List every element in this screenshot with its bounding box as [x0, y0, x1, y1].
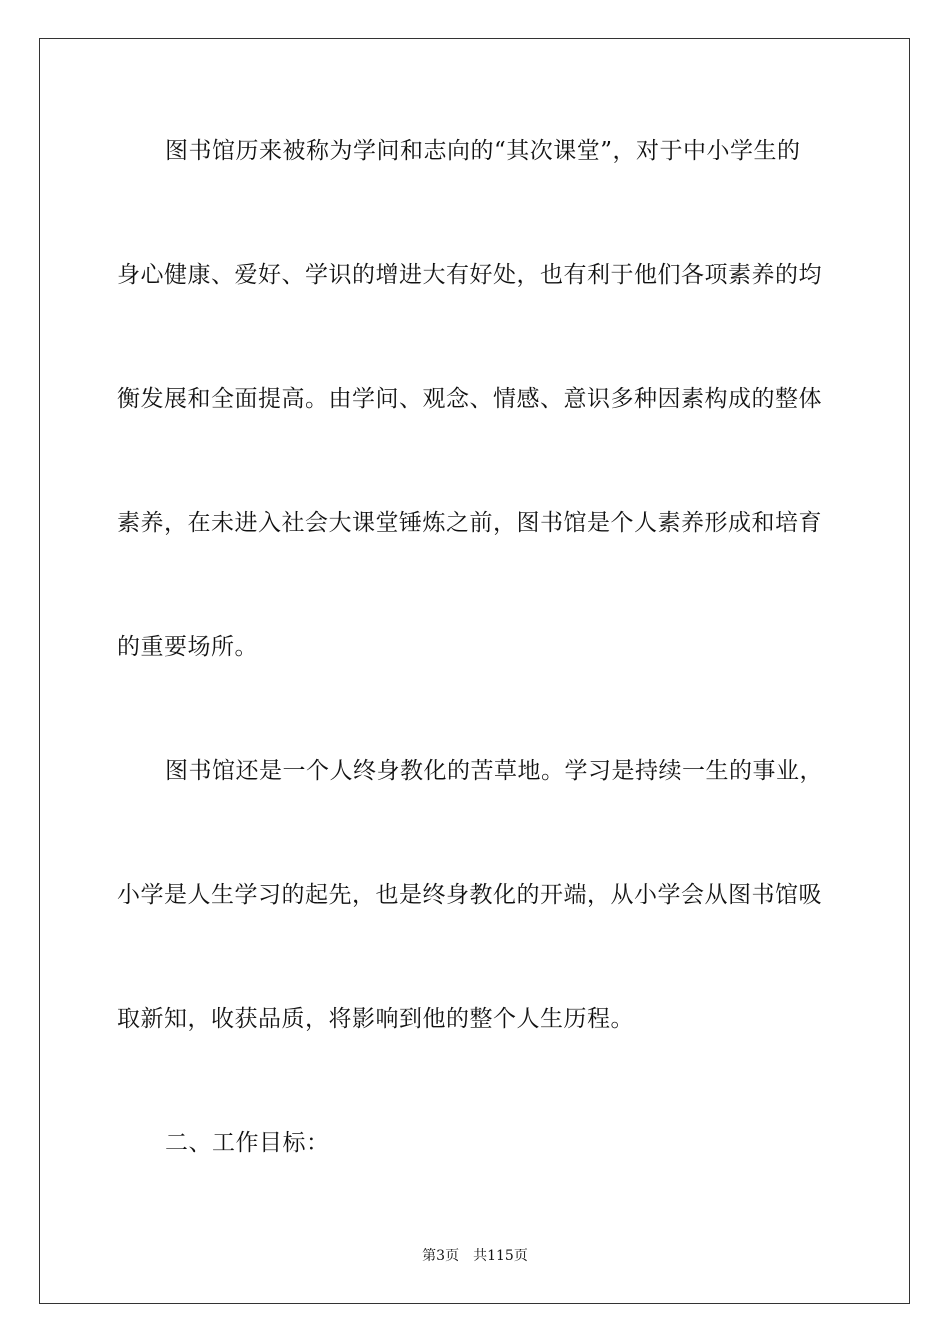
paragraph-2-line-3: 取新知，收获品质，将影响到他的整个人生历程。 — [117, 1006, 634, 1032]
paragraph-1-line-5: 的重要场所。 — [117, 634, 258, 660]
page-number: 第3页 — [422, 1248, 460, 1264]
paragraph-1-line-4: 素养，在未进入社会大课堂锤炼之前，图书馆是个人素养形成和培育 — [117, 510, 822, 536]
paragraph-2-line-2: 小学是人生学习的起先，也是终身教化的开端，从小学会从图书馆吸 — [117, 882, 822, 908]
page-border — [39, 38, 910, 1304]
paragraph-1-line-2: 身心健康、爱好、学识的增进大有好处，也有利于他们各项素养的均 — [117, 262, 822, 288]
page-total: 共115页 — [473, 1248, 528, 1264]
paragraph-2-line-1: 图书馆还是一个人终身教化的苦草地。学习是持续一生的事业， — [165, 758, 823, 784]
paragraph-1-line-1: 图书馆历来被称为学问和志向的“其次课堂”，对于中小学生的 — [165, 138, 801, 164]
section-heading: 二、工作目标： — [165, 1130, 330, 1156]
page-footer — [0, 1247, 950, 1265]
paragraph-1-line-3: 衡发展和全面提高。由学问、观念、情感、意识多种因素构成的整体 — [117, 386, 822, 412]
